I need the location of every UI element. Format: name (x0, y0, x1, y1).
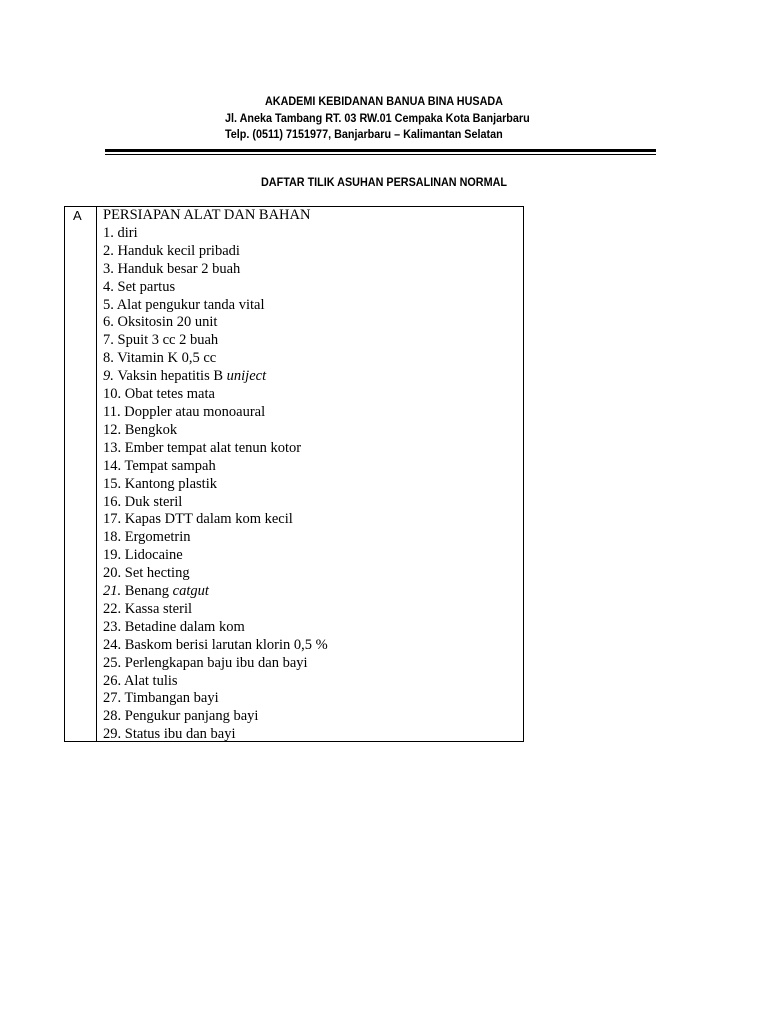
item-text: Handuk besar 2 buah (117, 260, 241, 277)
item-number: 18. (103, 529, 122, 546)
list-item (103, 225, 513, 243)
list-item (103, 690, 513, 708)
list-item (103, 386, 513, 404)
list-item (103, 297, 513, 315)
list-item (103, 494, 513, 512)
list-item (103, 511, 513, 529)
header-rule-thin (105, 154, 656, 155)
item-text: Betadine dalam kom (124, 618, 245, 635)
column-divider (96, 207, 97, 741)
item-italic-term: catgut (172, 583, 209, 600)
item-number: 23. (103, 618, 122, 635)
item-text: Perlengkapan baju ibu dan bayi (124, 654, 308, 671)
list-item (103, 565, 513, 583)
institution-contact: Telp. (0511) 7151977, Banjarbaru – Kalimantan Selatan (225, 127, 503, 141)
list-item (103, 350, 513, 368)
institution-name: AKADEMI KEBIDANAN BANUA BINA HUSADA (264, 94, 503, 108)
item-number: 19. (103, 547, 122, 564)
item-text: Benang (124, 583, 170, 600)
item-text: Spuit 3 cc 2 buah (117, 332, 219, 349)
item-number: 10. (103, 386, 122, 403)
list-item (103, 261, 513, 279)
list-item (103, 547, 513, 565)
item-text: Alat pengukur tanda vital (116, 296, 265, 313)
list-item (103, 619, 513, 637)
item-number: 2. (103, 242, 118, 259)
item-number: 11. (103, 403, 121, 420)
item-number: 9. (103, 368, 118, 385)
item-number: 28. (103, 708, 122, 725)
item-number: 27. (103, 690, 122, 707)
list-item (103, 476, 513, 494)
list-item (103, 601, 513, 619)
item-text: Status ibu dan bayi (124, 726, 236, 743)
item-italic-term: uniject (226, 368, 267, 385)
item-text: Duk steril (124, 493, 183, 510)
list-item (103, 368, 513, 386)
item-text: Vaksin hepatitis B (117, 368, 224, 385)
item-text: Timbangan bayi (124, 690, 219, 707)
institution-address: Jl. Aneka Tambang RT. 03 RW.01 Cempaka Kota Banjarbaru (225, 111, 530, 125)
item-number: 6. (103, 314, 118, 331)
item-number: 1. (103, 224, 114, 241)
list-item (103, 726, 513, 744)
document-title: DAFTAR TILIK ASUHAN PERSALINAN NORMAL (260, 175, 507, 189)
item-text: diri (117, 224, 138, 241)
item-text: Ember tempat alat tenun kotor (124, 439, 302, 456)
item-text: Kantong plastik (124, 475, 217, 492)
item-number: 20. (103, 565, 122, 582)
item-number: 3. (103, 260, 118, 277)
item-text: Bengkok (124, 421, 178, 438)
item-text: Set hecting (124, 565, 190, 582)
item-number: 29. (103, 726, 122, 743)
item-number: 13. (103, 439, 122, 456)
item-number: 7. (103, 332, 118, 349)
list-item (103, 655, 513, 673)
item-text: Kapas DTT dalam kom kecil (124, 511, 293, 528)
list-item (103, 440, 513, 458)
item-number: 5. (103, 296, 117, 313)
item-number: 14. (103, 457, 122, 474)
item-text: Vitamin K 0,5 cc (117, 350, 217, 367)
item-text: Ergometrin (124, 529, 191, 546)
list-item (103, 637, 513, 655)
item-number: 8. (103, 350, 118, 367)
item-text: Doppler atau monoaural (124, 403, 266, 420)
item-number: 15. (103, 475, 122, 492)
item-number: 12. (103, 421, 122, 438)
header-rule-thick (105, 149, 656, 152)
section-content (103, 207, 513, 744)
list-item (103, 529, 513, 547)
item-number: 17. (103, 511, 122, 528)
item-number: 16. (103, 493, 122, 510)
item-number: 25. (103, 654, 122, 671)
item-text: Oksitosin 20 unit (117, 314, 218, 331)
item-text: Handuk kecil pribadi (117, 242, 240, 259)
item-text: Tempat sampah (124, 457, 216, 474)
list-item (103, 332, 513, 350)
item-number: 4. (103, 278, 118, 295)
list-item (103, 243, 513, 261)
checklist-table (64, 206, 524, 742)
item-text: Baskom berisi larutan klorin 0,5 % (124, 636, 328, 653)
list-item (103, 314, 513, 332)
item-number: 26. (103, 672, 122, 689)
item-number: 24. (103, 636, 122, 653)
list-item (103, 458, 513, 476)
list-item (103, 422, 513, 440)
list-item (103, 673, 513, 691)
list-item (103, 583, 513, 601)
section-heading: PERSIAPAN ALAT DAN BAHAN (103, 207, 311, 223)
item-text: Lidocaine (124, 547, 183, 564)
item-number: 22. (103, 600, 122, 617)
list-item (103, 404, 513, 422)
item-text: Kassa steril (124, 600, 192, 617)
item-text: Alat tulis (123, 672, 178, 689)
section-letter: A (73, 208, 82, 223)
item-text: Obat tetes mata (124, 386, 215, 403)
item-text: Set partus (117, 278, 176, 295)
item-number: 21. (103, 583, 122, 600)
list-item (103, 708, 513, 726)
list-item (103, 279, 513, 297)
item-text: Pengukur panjang bayi (124, 708, 259, 725)
